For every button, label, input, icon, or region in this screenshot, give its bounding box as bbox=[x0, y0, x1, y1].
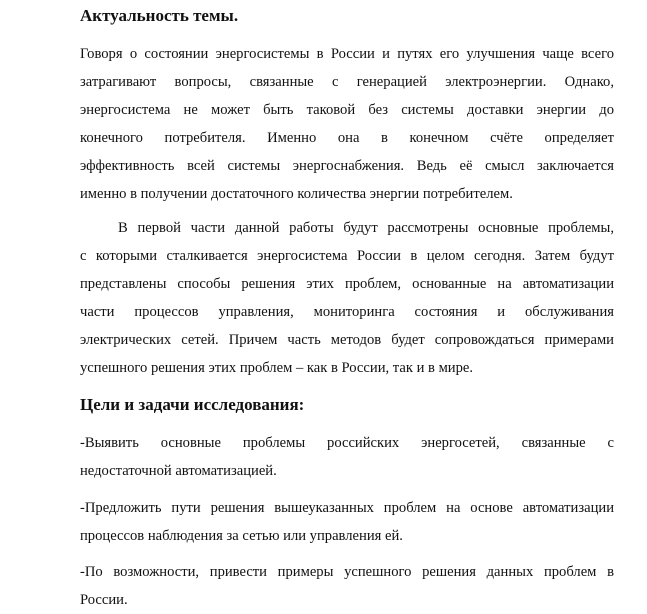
text-line: эффективность всей системы энергоснабжения. Ведь её смысл заключается bbox=[80, 158, 614, 174]
text-line: -Выявить основные проблемы российских энергосетей, связанные с bbox=[80, 435, 614, 451]
goal-item-2 bbox=[80, 494, 614, 550]
text-line: электрических сетей. Причем часть методов будет сопровождаться примерами bbox=[80, 332, 614, 348]
text-line: России. bbox=[80, 592, 128, 608]
goal-item-1 bbox=[80, 429, 614, 485]
text-line: энергосистема не может быть таковой без системы доставки энергии до bbox=[80, 102, 614, 118]
text-line: В первой части данной работы будут рассмотрены основные проблемы, bbox=[118, 220, 614, 236]
text-line: успешного решения этих проблем – как в России, так и в мире. bbox=[80, 360, 474, 376]
text-line: с которыми сталкивается энергосистема России в целом сегодня. Затем будут bbox=[80, 248, 614, 264]
text-line: недостаточной автоматизацией. bbox=[80, 463, 277, 479]
paragraph-relevance-1 bbox=[80, 40, 614, 208]
text-line: именно в получении достаточного количества энергии потребителем. bbox=[80, 186, 513, 202]
text-line: представлены способы решения этих проблем, основанные на автоматизации bbox=[80, 276, 614, 292]
section-heading-goals: Цели и задачи исследования: bbox=[80, 395, 305, 414]
paragraph-relevance-2 bbox=[80, 214, 614, 382]
text-line: затрагивают вопросы, связанные с генерацией электроэнергии. Однако, bbox=[80, 74, 614, 90]
text-line: -По возможности, привести примеры успешного решения данных проблем в bbox=[80, 564, 614, 580]
text-line: -Предложить пути решения вышеуказанных проблем на основе автоматизации bbox=[80, 500, 614, 516]
text-line: Говоря о состоянии энергосистемы в России и путях его улучшения чаще всего bbox=[80, 46, 614, 62]
goal-item-3 bbox=[80, 558, 614, 614]
text-line: процессов наблюдения за сетью или управления ей. bbox=[80, 528, 403, 544]
text-line: части процессов управления, мониторинга состояния и обслуживания bbox=[80, 304, 614, 320]
section-heading-relevance: Актуальность темы. bbox=[80, 6, 239, 25]
text-line: конечного потребителя. Именно она в конечном счёте определяет bbox=[80, 130, 614, 146]
